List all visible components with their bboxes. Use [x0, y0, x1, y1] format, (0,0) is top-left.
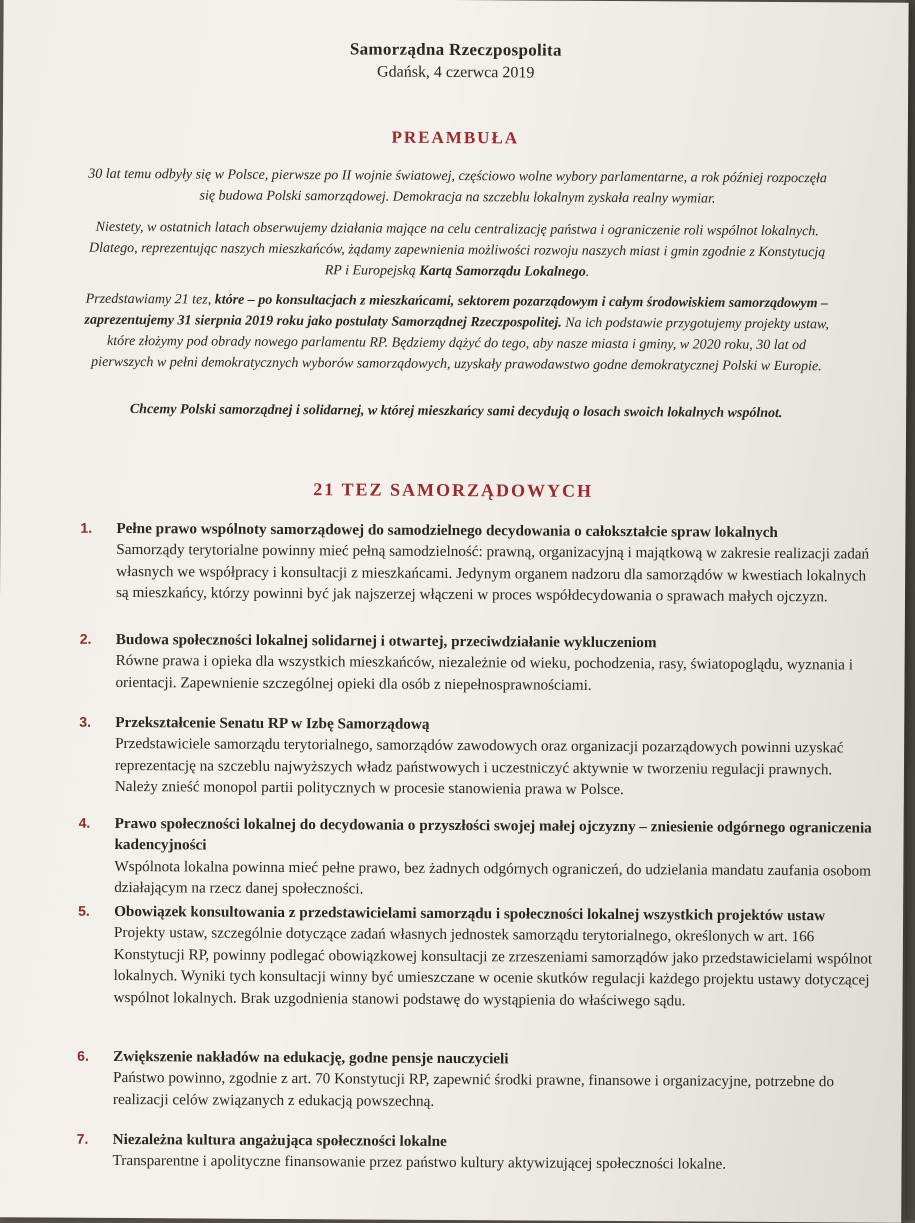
thesis-number: 3. [79, 713, 91, 730]
preamble-p3-rest: Na ich podstawie przygotujemy projekty ustaw, które złożymy pod obrady nowego parlamentu RP. Będziemy dążyć do tego, aby nasze miasta i gminy, w 2020 roku, 30 lat od pierwszych w pełni demokratycznych wyborów samorządowych, uzyskały prawodawstwo godne demokratycznej Polski w Europie. [91, 315, 829, 375]
thesis-title: Niezależna kultura angażująca społeczności lokalne [112, 1130, 447, 1150]
thesis-text: Państwo powinno, zgodnie z art. 70 Konstytucji RP, zapewnić środki prawne, finansowe i organizacyjne, potrzebne do realizacji celów związanych z edukacją powszechną. [112, 1069, 835, 1110]
thesis-number: 1. [80, 519, 93, 536]
thesis-item-7 [77, 1129, 877, 1177]
thesis-text: Równe prawa i opieka dla wszystkich mieszkańców, niezależnie od wieku, pochodzenia, rasy, światopoglądu, wyznania i orientacji. Zapewnienie szczególnej opieki dla osób z niepełnosprawnościami. [115, 652, 854, 694]
preamble-p2-end: . [585, 264, 590, 280]
document-title: Samorządna Rzeczpospolita [349, 39, 562, 60]
thesis-item-5 [78, 901, 879, 1013]
thesis-number: 7. [76, 1130, 89, 1147]
thesis-item-4 [78, 813, 879, 904]
thesis-number: 4. [78, 814, 91, 831]
preamble-paragraph-2 [82, 217, 832, 285]
preamble-p2-bold: Kartą Samorządu Lokalnego [419, 263, 586, 280]
preamble-paragraph-3 [81, 289, 831, 378]
thesis-item-1 [80, 518, 881, 609]
document-date: Gdańsk, 4 czerwca 2019 [377, 63, 535, 82]
thesis-title: Zwiększenie nakładów na edukację, godne pensje nauczycieli [113, 1047, 509, 1068]
thesis-title: Pełne prawo wspólnoty samorządowej do samodzielnego decydowania o całokształcie spraw lokalnych [116, 519, 778, 542]
thesis-title: Przekształcenie Senatu RP w Izbę Samorządową [115, 713, 430, 733]
preamble-p3-start: Przedstawiamy 21 tez, [85, 291, 212, 308]
thesis-number: 6. [77, 1047, 89, 1064]
preamble-heading: PREAMBUŁA [391, 127, 520, 148]
thesis-title: Prawo społeczności lokalnej do decydowania o przyszłości swojej małej ojczyzny – zniesienie odgórnego ograniczenia kadencyjności [114, 814, 872, 854]
preamble-paragraph-1: 30 lat temu odbyły się w Polsce, pierwsze po II wojnie światowej, częściowo wolne wybory parlamentarne, a rok później rozpoczęła się budowa Polski samorządowej. Demokracja na szczeblu lokalnym zyskała realny wymiar. [88, 166, 827, 207]
thesis-text: Projekty ustaw, szczególnie dotyczące zadań własnych jednostek samorządu terytorialnego, określonych w art. 166 Konstytucji RP, powinny podlegać obowiązkowej konsultacji ze zrzeszeniami samorządów jako przedstawicielami wspólnot lokalnych. Wyniki tych konsultacji winny być umieszczane w ocenie skutków regulacji każdego projektu ustawy dotyczącej wspólnot lokalnych. Brak uzgodnienia stanowi podstawę do wystąpienia do właściwego sądu. [113, 924, 873, 1010]
preamble-paragraph-4: Chcemy Polski samorządnej i solidarnej, w której mieszkańcy sami decydują o losach swoich lokalnych wspólnot. [129, 402, 783, 422]
thesis-item-3 [79, 712, 880, 803]
thesis-text: Transparentne i apolityczne finansowanie przez państwo kultury aktywizującej społeczności lokalne. [112, 1152, 727, 1174]
thesis-number: 2. [79, 630, 92, 647]
thesis-text: Wspólnota lokalna powinna mieć pełne prawo, bez żadnych odgórnych ograniczeń, do udzielania mandatu zaufania osobom działającym na rzecz danej społeczności. [114, 857, 871, 898]
preamble-p2-text: Niestety, w ostatnich latach obserwujemy działania mające na celu centralizację państwa i ograniczenie roli wspólnot lokalnych. Dlatego, reprezentując naszych mieszkańców, żądamy zapewnienia możliwości rozwoju naszych miast i gmin zgodnie z Konstytucją RP i Europejską [88, 219, 826, 279]
thesis-title: Obowiązek konsultowania z przedstawicielami samorządu i społeczności lokalnej wszystkich projektów ustaw [114, 902, 826, 925]
thesis-text: Przedstawiciele samorządu terytorialnego, samorządów zawodowych oraz organizacji pozarządowych powinni uzyskać reprezentację na szczeblu najwyższych władz państwowych i uczestniczyć aktywnie w tworzeniu regulacji prawnych. Należy znieść monopol partii politycznych w procesie stanowienia prawa w Polsce. [114, 735, 844, 799]
theses-heading: 21 TEZ SAMORZĄDOWYCH [313, 479, 594, 501]
thesis-title: Budowa społeczności lokalnej solidarnej i otwartej, przeciwdziałanie wykluczeniom [115, 630, 657, 652]
preamble-p3-bold: które – po konsultacjach z mieszkańcami, sektorem pozarządowym i całym środowiskiem samorządowym – zaprezentujemy 31 sierpnia 2019 roku jako postulaty Samorządnej Rzeczpospolitej. [84, 292, 829, 331]
thesis-item-6 [77, 1046, 877, 1115]
thesis-number: 5. [78, 902, 90, 919]
thesis-item-2 [79, 629, 879, 698]
thesis-text: Samorządy terytorialne powinny mieć pełną samodzielność: prawną, organizacyjną i majątkową w zakresie realizacji zadań własnych we współpracy i konsultacji z mieszkańcami. Jedynym organem nadzoru dla samorządów w kwestiach lokalnych są mieszkańcy, którzy powinni być jak najszerzej włączeni w proces współdecydowania o sprawach małych ojczyzn. [115, 541, 870, 606]
